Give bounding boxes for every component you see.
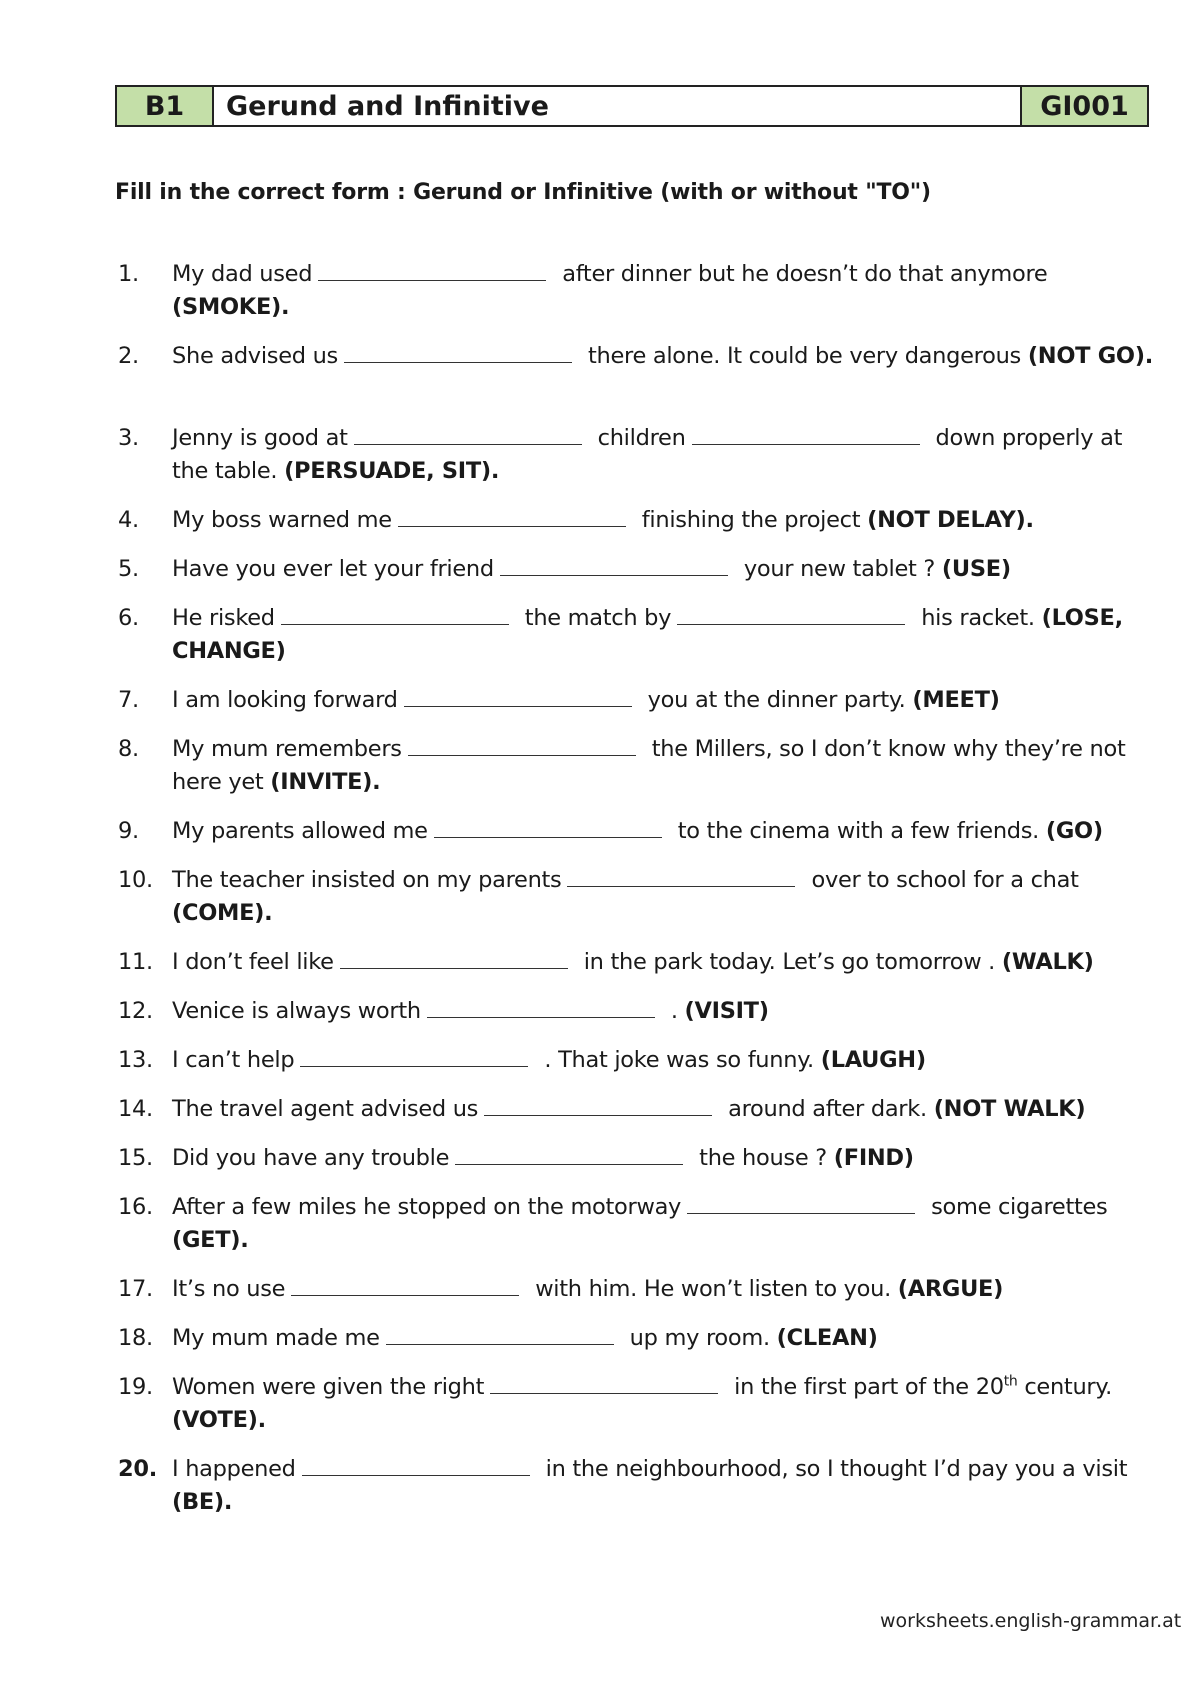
item-hint: (SMOKE). [172,294,290,320]
item-text-mid: the match by [524,605,672,631]
item-text-mid: children [597,425,686,451]
item-hint: (NOT WALK) [933,1096,1086,1122]
item-text-post: up my room. [629,1325,770,1351]
exercise-item-10 [118,864,1158,930]
item-number: 12. [118,998,153,1024]
answer-blank[interactable] [567,866,795,887]
exercise-item-19 [118,1371,1158,1437]
item-text-post: the Millers, so I don’t know why they’re not here yet [172,736,1126,795]
answer-blank[interactable] [687,1193,915,1214]
item-number: 10. [118,867,153,893]
answer-blank[interactable] [434,817,662,838]
item-text-post: some cigarettes [931,1194,1108,1220]
item-number: 9. [118,818,139,844]
answer-blank[interactable] [455,1144,683,1165]
item-text-pre: My mum made me [172,1325,380,1351]
answer-blank[interactable] [340,948,568,969]
item-text-pre: My boss warned me [172,507,392,533]
exercise-item-7 [118,684,1158,717]
item-text-pre: She advised us [172,343,338,369]
exercise-item-9 [118,815,1158,848]
item-text-pre: I don’t feel like [172,949,334,975]
exercise-item-18 [118,1322,1158,1355]
item-text-pre: The travel agent advised us [172,1096,479,1122]
item-text-pre: Venice is always worth [172,998,421,1024]
item-text-post: you at the dinner party. [647,687,906,713]
answer-blank[interactable] [344,342,572,363]
item-hint: (VISIT) [684,998,769,1024]
item-text-pre: I am looking forward [172,687,398,713]
item-hint: (WALK) [1001,949,1094,975]
answer-blank[interactable] [281,604,509,625]
exercise-item-6 [118,602,1158,668]
exercise-item-2 [118,340,1158,373]
item-number: 13. [118,1047,153,1073]
item-hint: (LAUGH) [820,1047,926,1073]
item-number: 7. [118,687,139,713]
item-text-pre: Did you have any trouble [172,1145,450,1171]
item-hint: (GET). [172,1227,249,1253]
item-text-post: . [670,998,678,1024]
item-hint: (GO) [1045,818,1103,844]
item-text-pre: I can’t help [172,1047,295,1073]
item-text-post: the house ? [699,1145,827,1171]
item-hint: (NOT DELAY). [867,507,1034,533]
item-text-pre: Jenny is good at [172,425,348,451]
exercise-item-4 [118,504,1158,537]
item-text-post: . That joke was so funny. [544,1047,814,1073]
item-text-post: in the park today. Let’s go tomorrow . [583,949,996,975]
worksheet-header [115,85,1149,127]
item-text-pre: After a few miles he stopped on the motorway [172,1194,682,1220]
exercise-item-20 [118,1453,1158,1519]
item-text-pre: My parents allowed me [172,818,428,844]
item-text-post: over to school for a chat [811,867,1079,893]
item-text-post: down properly at the table. [172,425,1123,484]
item-text-pre: The teacher insisted on my parents [172,867,562,893]
item-number: 17. [118,1276,153,1302]
item-text-pre: My mum remembers [172,736,402,762]
item-text-post-2: century. [1024,1374,1113,1400]
item-hint: (BE). [172,1489,233,1515]
item-number: 15. [118,1145,153,1171]
answer-blank[interactable] [490,1373,718,1394]
item-hint: (NOT GO). [1027,343,1153,369]
item-hint: (MEET) [912,687,1000,713]
item-number: 2. [118,343,139,369]
item-text-pre: Women were given the right [172,1374,485,1400]
item-number: 6. [118,605,139,631]
item-number: 20. [118,1456,157,1482]
item-text-post: there alone. It could be very dangerous [587,343,1021,369]
item-number: 18. [118,1325,153,1351]
item-number: 1. [118,261,139,287]
answer-blank[interactable] [404,686,632,707]
answer-blank[interactable] [291,1275,519,1296]
superscript-th: th [1003,1373,1018,1390]
exercise-item-5 [118,553,1158,586]
item-number: 19. [118,1374,153,1400]
exercise-item-16 [118,1191,1158,1257]
item-text-post: his racket. [921,605,1035,631]
item-text-pre: He risked [172,605,275,631]
footer-website: worksheets.english-grammar.at [880,1610,1182,1632]
item-hint: (INVITE). [270,769,381,795]
item-hint: (COME). [172,900,273,926]
answer-blank[interactable] [300,1046,528,1067]
item-text-post: after dinner but he doesn’t do that anymore [562,261,1048,287]
answer-blank[interactable] [398,506,626,527]
item-text-post: finishing the project [641,507,861,533]
item-hint: (CLEAN) [776,1325,878,1351]
exercise-item-8 [118,733,1158,799]
answer-blank[interactable] [386,1324,614,1345]
item-text-post: to the cinema with a few friends. [677,818,1040,844]
exercise-item-14 [118,1093,1158,1126]
answer-blank[interactable] [318,260,546,281]
item-text-post: around after dark. [728,1096,927,1122]
item-text-post: in the first part of the 20 [734,1374,1004,1400]
answer-blank[interactable] [500,555,728,576]
item-hint: (VOTE). [172,1407,266,1433]
level-badge: B1 [117,87,214,125]
item-text-post: in the neighbourhood, so I thought I’d pay you a visit [545,1456,1128,1482]
item-number: 16. [118,1194,153,1220]
instruction-text: Fill in the correct form : Gerund or Infinitive (with or without "TO") [115,180,931,205]
item-text-pre: It’s no use [172,1276,286,1302]
answer-blank[interactable] [484,1095,712,1116]
answer-blank[interactable] [427,997,655,1018]
exercise-item-3 [118,422,1158,488]
worksheet-code: GI001 [1020,87,1147,125]
exercise-item-15 [118,1142,1158,1175]
item-number: 5. [118,556,139,582]
item-hint: (PERSUADE, SIT). [284,458,500,484]
exercise-item-12 [118,995,1158,1028]
item-number: 3. [118,425,139,451]
answer-blank[interactable] [354,424,582,445]
item-number: 11. [118,949,153,975]
answer-blank[interactable] [692,424,920,445]
item-number: 8. [118,736,139,762]
item-number: 14. [118,1096,153,1122]
item-text-post: with him. He won’t listen to you. [535,1276,891,1302]
item-hint: (ARGUE) [897,1276,1004,1302]
item-text-pre: I happened [172,1456,296,1482]
item-number: 4. [118,507,139,533]
item-hint: (LOSE, CHANGE) [172,605,1123,664]
item-text-pre: My dad used [172,261,313,287]
answer-blank[interactable] [302,1455,530,1476]
worksheet-title: Gerund and Infinitive [214,87,1020,125]
answer-blank[interactable] [408,735,636,756]
exercise-item-11 [118,946,1158,979]
item-text-pre: Have you ever let your friend [172,556,494,582]
item-hint: (USE) [941,556,1011,582]
exercise-item-1 [118,258,1158,324]
item-hint: (FIND) [833,1145,914,1171]
answer-blank[interactable] [677,604,905,625]
exercise-item-13 [118,1044,1158,1077]
exercise-item-17 [118,1273,1158,1306]
item-text-post: your new tablet ? [743,556,936,582]
